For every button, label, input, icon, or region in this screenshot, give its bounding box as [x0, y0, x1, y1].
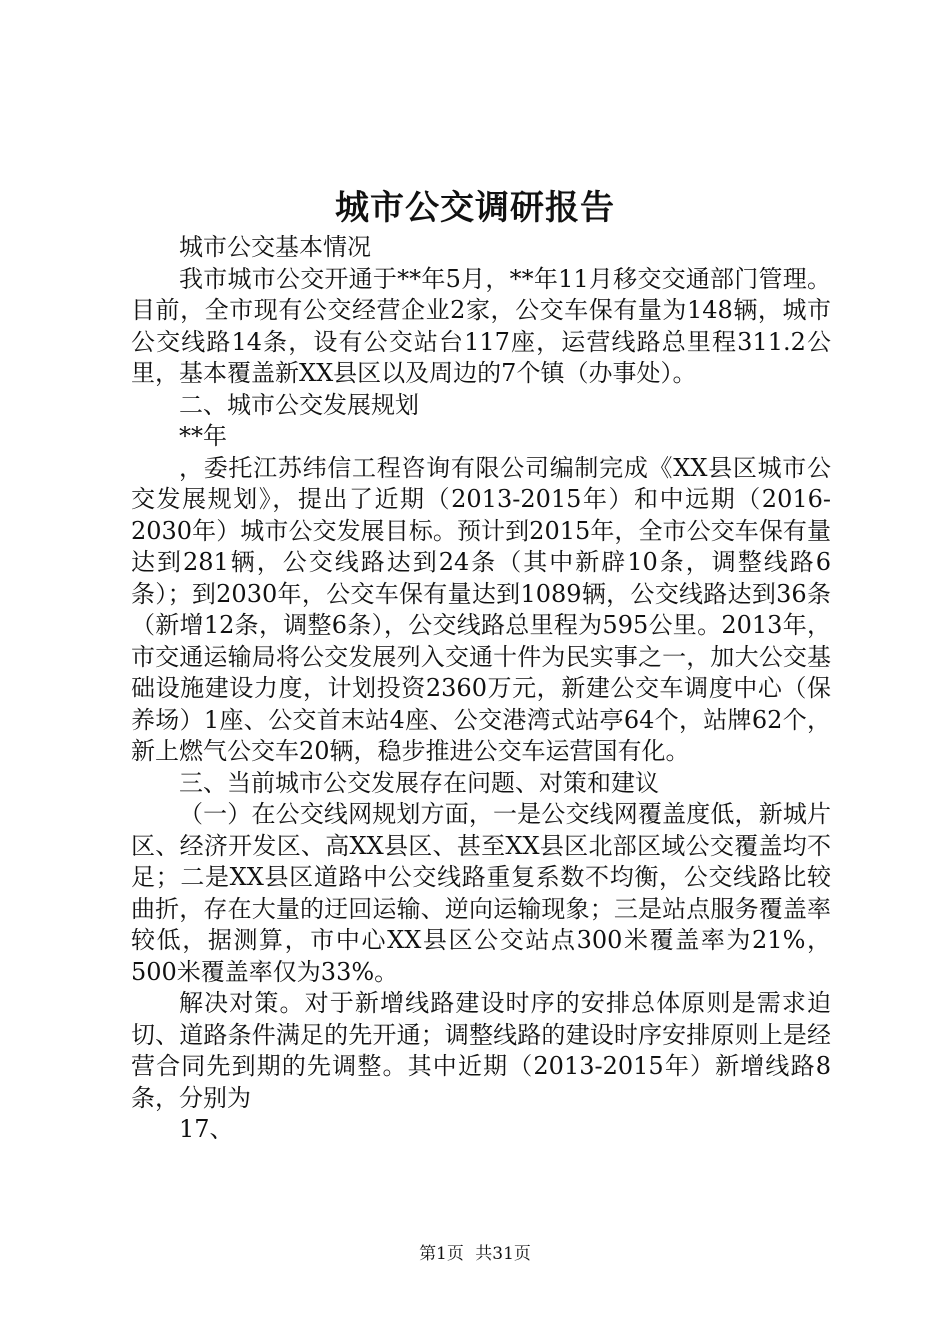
section-heading-problems: 三、当前城市公交发展存在问题、对策和建议 [179, 768, 659, 797]
paragraph-planning-details: ，委托江苏纬信工程咨询有限公司编制完成《XX县区城市公交发展规划》，提出了近期（2013-2015年）和中远期（2016-2030年）城市公交发展目标。预计到2015年，全市公交车保有量达到281辆，公交线路达到24条（其中新辟10条，调整线路6条）；到2030年，公交车保有量达到1089辆，公交线路达到36条（新增12条，调整6条），公交线路总里程为595公里。2013年，市交通运输局将公交发展列入交通十件为民实事之一，加大公交基础设施建设力度，计划投资2360万元，新建公交车调度中心（保养场）1座、公交首末站4座、公交港湾式站亭64个，站牌62个，新上燃气公交车20辆，稳步推进公交车运营国有化。 [131, 453, 831, 765]
paragraph-basic-situation: 我市城市公交开通于**年5月，**年11月移交交通部门管理。目前，全市现有公交经营企业2家，公交车保有量为148辆，城市公交线路14条，设有公交站台117座，运营线路总里程311.2公里，基本覆盖新XX县区以及周边的7个镇（办事处）。 [131, 264, 831, 387]
paragraph-year-marker: **年 [179, 422, 227, 450]
document-title: 城市公交调研报告 [335, 188, 615, 228]
paragraph-network-problems: （一）在公交线网规划方面，一是公交线网覆盖度低，新城片区、经济开发区、高XX县区、甚至XX县区北部区域公交覆盖均不足；二是XX县区道路中公交线路重复系数不均衡，公交线路比较曲折，存在大量的迂回运输、逆向运输现象；三是站点服务覆盖率较低，据测算，市中心XX县区公交站点300米覆盖率为21%，500米覆盖率仅为33%。 [131, 800, 831, 986]
paragraph-list-item: 17、 [179, 1115, 234, 1143]
page-number: 第1页 [419, 1244, 464, 1264]
paragraph-solutions: 解决对策。对于新增线路建设时序的安排总体原则是需求迫切、道路条件满足的先开通；调整线路的建设时序安排原则上是经营合同先到期的先调整。其中近期（2013-2015年）新增线路8条，分别为 [131, 989, 831, 1112]
section-heading-planning: 二、城市公交发展规划 [179, 390, 419, 419]
section-heading-basic: 城市公交基本情况 [179, 233, 371, 261]
document-body [131, 232, 831, 1146]
page-footer [0, 1243, 950, 1265]
page-total: 共31页 [475, 1244, 531, 1264]
